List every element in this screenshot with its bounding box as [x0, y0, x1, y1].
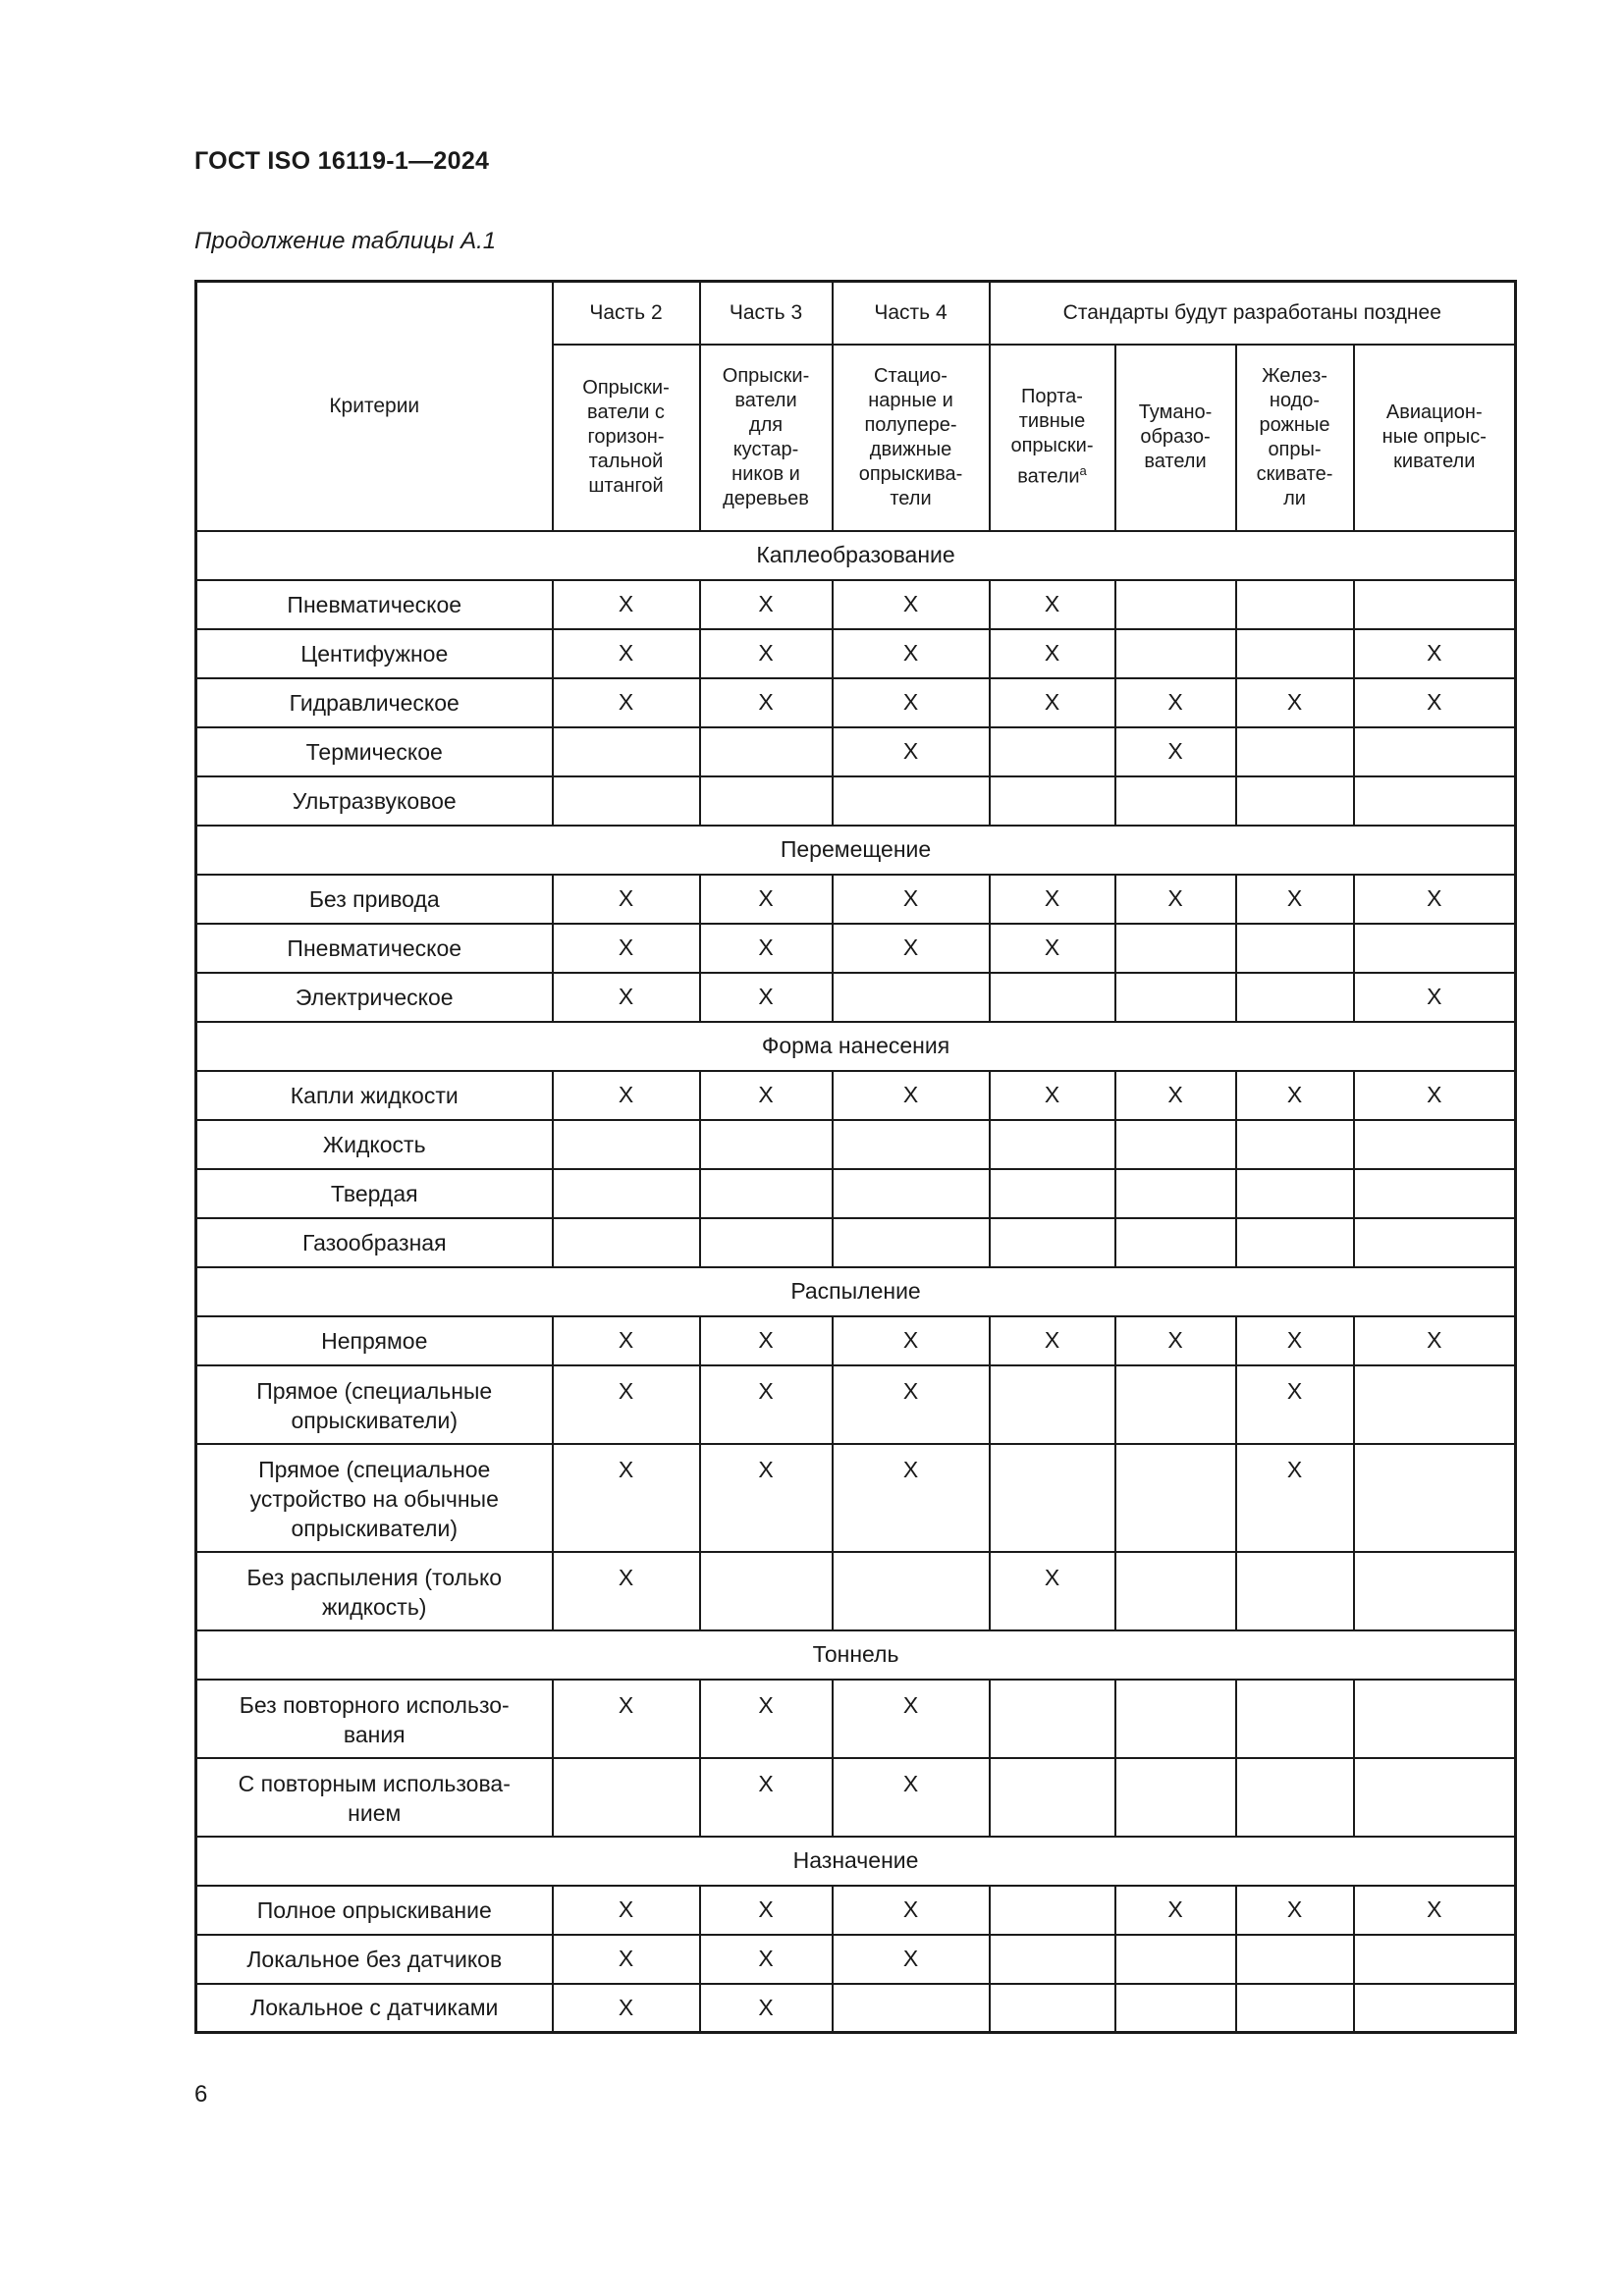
mark-cell: X — [1236, 1886, 1354, 1935]
mark-cell — [1236, 776, 1354, 826]
mark-cell — [700, 776, 833, 826]
mark-cell: X — [553, 924, 700, 973]
mark-cell — [1354, 1984, 1516, 2033]
mark-cell: X — [700, 1365, 833, 1444]
mark-cell — [553, 1169, 700, 1218]
criterion-cell: Локальное без датчиков — [196, 1935, 553, 1984]
criteria-header: Критерии — [196, 282, 553, 531]
mark-cell — [1115, 1758, 1236, 1837]
criterion-cell: С повторным использова- нием — [196, 1758, 553, 1837]
mark-cell — [990, 1365, 1115, 1444]
table-row — [196, 924, 1516, 973]
mark-cell: X — [553, 1886, 700, 1935]
criterion-cell: Твердая — [196, 1169, 553, 1218]
mark-cell — [990, 776, 1115, 826]
criterion-cell: Пневматическое — [196, 924, 553, 973]
mark-cell — [700, 1169, 833, 1218]
table-row — [196, 1169, 1516, 1218]
mark-cell: X — [700, 580, 833, 629]
mark-cell: X — [990, 629, 1115, 678]
table-row — [196, 1552, 1516, 1630]
mark-cell — [1115, 1552, 1236, 1630]
section-row — [196, 1022, 1516, 1071]
mark-cell: X — [990, 678, 1115, 727]
mark-cell — [1236, 973, 1354, 1022]
mark-cell — [990, 1218, 1115, 1267]
mark-cell — [990, 1984, 1115, 2033]
mark-cell — [1236, 727, 1354, 776]
criterion-cell: Термическое — [196, 727, 553, 776]
criterion-cell: Электрическое — [196, 973, 553, 1022]
mark-cell: X — [833, 580, 990, 629]
table-row — [196, 1886, 1516, 1935]
mark-cell: X — [1354, 875, 1516, 924]
mark-cell: X — [1115, 678, 1236, 727]
mark-cell: X — [833, 678, 990, 727]
mark-cell — [1236, 1169, 1354, 1218]
table-row — [196, 1984, 1516, 2033]
mark-cell — [990, 973, 1115, 1022]
table-caption: Продолжение таблицы А.1 — [194, 228, 497, 254]
mark-cell — [1236, 580, 1354, 629]
mark-cell: X — [1354, 1886, 1516, 1935]
mark-cell — [553, 727, 700, 776]
criterion-cell: Без повторного использо- вания — [196, 1680, 553, 1758]
mark-cell — [1236, 1984, 1354, 2033]
mark-cell: X — [990, 1552, 1115, 1630]
mark-cell: X — [700, 924, 833, 973]
mark-cell: X — [700, 1935, 833, 1984]
criterion-cell: Без распыления (только жидкость) — [196, 1552, 553, 1630]
mark-cell: X — [833, 727, 990, 776]
mark-cell: X — [553, 580, 700, 629]
mark-cell — [1115, 580, 1236, 629]
sub-header-0: Опрыски- ватели с горизон- тальной штангой — [553, 345, 700, 531]
mark-cell — [833, 1169, 990, 1218]
mark-cell: X — [700, 1758, 833, 1837]
criterion-cell: Газообразная — [196, 1218, 553, 1267]
mark-cell: X — [553, 1316, 700, 1365]
mark-cell: X — [700, 1984, 833, 2033]
table-row — [196, 1935, 1516, 1984]
mark-cell: X — [1236, 875, 1354, 924]
mark-cell: X — [990, 580, 1115, 629]
mark-cell — [1115, 924, 1236, 973]
mark-cell — [833, 973, 990, 1022]
mark-cell: X — [1236, 1071, 1354, 1120]
criterion-cell: Ультразвуковое — [196, 776, 553, 826]
criterion-cell: Капли жидкости — [196, 1071, 553, 1120]
mark-cell — [1354, 1169, 1516, 1218]
mark-cell — [1354, 580, 1516, 629]
table-row — [196, 875, 1516, 924]
mark-cell: X — [553, 875, 700, 924]
mark-cell — [1115, 629, 1236, 678]
mark-cell: X — [990, 1316, 1115, 1365]
mark-cell — [990, 1120, 1115, 1169]
mark-cell: X — [1354, 1316, 1516, 1365]
table-row — [196, 727, 1516, 776]
mark-cell: X — [700, 973, 833, 1022]
mark-cell: X — [833, 1071, 990, 1120]
mark-cell — [833, 776, 990, 826]
mark-cell — [833, 1984, 990, 2033]
sub-header-5: Желез- нодо- рожные опры- скивате- ли — [1236, 345, 1354, 531]
mark-cell — [1115, 1169, 1236, 1218]
section-title: Тоннель — [196, 1630, 1516, 1680]
mark-cell — [700, 1552, 833, 1630]
sub-header-2: Стацио- нарные и полупере- движные опрыскива- тели — [833, 345, 990, 531]
mark-cell: X — [1115, 727, 1236, 776]
criterion-cell: Гидравлическое — [196, 678, 553, 727]
mark-cell: X — [700, 678, 833, 727]
mark-cell — [990, 727, 1115, 776]
mark-cell: X — [833, 1886, 990, 1935]
mark-cell: X — [990, 924, 1115, 973]
mark-cell: X — [833, 629, 990, 678]
mark-cell — [1115, 1218, 1236, 1267]
mark-cell — [1354, 1444, 1516, 1552]
mark-cell — [1354, 1365, 1516, 1444]
mark-cell — [990, 1886, 1115, 1935]
mark-cell: X — [833, 1444, 990, 1552]
table-row — [196, 973, 1516, 1022]
criterion-cell: Прямое (специальное устройство на обычные опрыскиватели) — [196, 1444, 553, 1552]
mark-cell — [833, 1120, 990, 1169]
mark-cell: X — [700, 1316, 833, 1365]
mark-cell: X — [700, 1444, 833, 1552]
mark-cell: X — [833, 1758, 990, 1837]
table-row — [196, 1316, 1516, 1365]
mark-cell: X — [833, 1365, 990, 1444]
mark-cell — [1354, 1218, 1516, 1267]
criterion-cell: Непрямое — [196, 1316, 553, 1365]
table-row — [196, 1680, 1516, 1758]
mark-cell — [1354, 1680, 1516, 1758]
mark-cell: X — [553, 1935, 700, 1984]
mark-cell — [1354, 776, 1516, 826]
mark-cell: X — [1236, 1316, 1354, 1365]
table-row — [196, 678, 1516, 727]
mark-cell — [700, 727, 833, 776]
mark-cell: X — [700, 629, 833, 678]
mark-cell — [1115, 1365, 1236, 1444]
section-title: Назначение — [196, 1837, 1516, 1886]
mark-cell — [553, 1758, 700, 1837]
mark-cell: X — [553, 1365, 700, 1444]
mark-cell: X — [1236, 1444, 1354, 1552]
mark-cell: X — [1115, 1886, 1236, 1935]
table-row — [196, 580, 1516, 629]
criterion-cell: Локальное с датчиками — [196, 1984, 553, 2033]
section-title: Каплеобразование — [196, 531, 1516, 580]
mark-cell: X — [553, 1071, 700, 1120]
mark-cell: X — [833, 1935, 990, 1984]
footnote-marker: a — [1079, 463, 1087, 479]
mark-cell — [1236, 1120, 1354, 1169]
table-row — [196, 1365, 1516, 1444]
section-title: Распыление — [196, 1267, 1516, 1316]
mark-cell — [1236, 924, 1354, 973]
mark-cell: X — [553, 629, 700, 678]
section-row — [196, 531, 1516, 580]
mark-cell — [990, 1444, 1115, 1552]
mark-cell: X — [700, 1071, 833, 1120]
mark-cell — [1354, 1935, 1516, 1984]
mark-cell — [990, 1680, 1115, 1758]
section-row — [196, 1267, 1516, 1316]
mark-cell: X — [1354, 678, 1516, 727]
criterion-cell: Пневматическое — [196, 580, 553, 629]
criterion-cell: Жидкость — [196, 1120, 553, 1169]
mark-cell — [1115, 776, 1236, 826]
mark-cell: X — [1354, 973, 1516, 1022]
header-part-3: Часть 3 — [700, 282, 833, 345]
sub-header-1: Опрыски- ватели для кустар- ников и деревьев — [700, 345, 833, 531]
mark-cell: X — [553, 1552, 700, 1630]
section-row — [196, 1837, 1516, 1886]
section-title: Форма нанесения — [196, 1022, 1516, 1071]
mark-cell: X — [553, 678, 700, 727]
mark-cell: X — [833, 924, 990, 973]
header-part-2: Часть 2 — [553, 282, 700, 345]
mark-cell — [1236, 1935, 1354, 1984]
mark-cell: X — [1354, 1071, 1516, 1120]
mark-cell — [990, 1169, 1115, 1218]
mark-cell — [1236, 1758, 1354, 1837]
mark-cell — [1115, 1120, 1236, 1169]
mark-cell — [1115, 973, 1236, 1022]
mark-cell — [990, 1758, 1115, 1837]
mark-cell — [1354, 1120, 1516, 1169]
mark-cell — [1236, 1680, 1354, 1758]
mark-cell — [553, 776, 700, 826]
mark-cell — [700, 1218, 833, 1267]
section-title: Перемещение — [196, 826, 1516, 875]
mark-cell — [1354, 924, 1516, 973]
mark-cell — [1236, 1218, 1354, 1267]
sub-header-4: Тумано- образо- ватели — [1115, 345, 1236, 531]
mark-cell — [1115, 1444, 1236, 1552]
mark-cell — [833, 1218, 990, 1267]
table-row — [196, 1758, 1516, 1837]
mark-cell — [1354, 727, 1516, 776]
mark-cell — [1115, 1680, 1236, 1758]
mark-cell: X — [990, 1071, 1115, 1120]
mark-cell: X — [1115, 875, 1236, 924]
criterion-cell: Прямое (специальные опрыскиватели) — [196, 1365, 553, 1444]
sub-header-6: Авиацион- ные опрыс- киватели — [1354, 345, 1516, 531]
mark-cell: X — [1236, 678, 1354, 727]
mark-cell: X — [700, 875, 833, 924]
mark-cell — [1354, 1758, 1516, 1837]
mark-cell: X — [553, 1680, 700, 1758]
mark-cell: X — [700, 1886, 833, 1935]
mark-cell: X — [833, 875, 990, 924]
mark-cell: X — [1115, 1316, 1236, 1365]
section-row — [196, 1630, 1516, 1680]
criterion-cell: Полное опрыскивание — [196, 1886, 553, 1935]
table-row — [196, 1444, 1516, 1552]
mark-cell: X — [1354, 629, 1516, 678]
table-row — [196, 776, 1516, 826]
mark-cell: X — [833, 1680, 990, 1758]
sub-header-3: Порта- тивные опрыски- ватели$^a$ — [990, 345, 1115, 531]
table-row — [196, 1071, 1516, 1120]
mark-cell: X — [990, 875, 1115, 924]
header-future-standards: Стандарты будут разработаны позднее — [990, 282, 1516, 345]
mark-cell — [1115, 1935, 1236, 1984]
mark-cell — [833, 1552, 990, 1630]
document-header: ГОСТ ISO 16119-1—2024 — [194, 147, 490, 175]
criterion-cell: Без привода — [196, 875, 553, 924]
mark-cell: X — [1236, 1365, 1354, 1444]
mark-cell — [1236, 1552, 1354, 1630]
section-row — [196, 826, 1516, 875]
mark-cell: X — [553, 1444, 700, 1552]
mark-cell: X — [553, 1984, 700, 2033]
mark-cell — [1354, 1552, 1516, 1630]
criteria-table — [194, 280, 1517, 2034]
table-row — [196, 1120, 1516, 1169]
mark-cell: X — [833, 1316, 990, 1365]
mark-cell: X — [553, 973, 700, 1022]
table-row — [196, 1218, 1516, 1267]
mark-cell — [1236, 629, 1354, 678]
mark-cell: X — [700, 1680, 833, 1758]
mark-cell — [553, 1120, 700, 1169]
table-row — [196, 629, 1516, 678]
page-number: 6 — [194, 2081, 208, 2108]
criterion-cell: Центифужное — [196, 629, 553, 678]
header-part-4: Часть 4 — [833, 282, 990, 345]
mark-cell — [1115, 1984, 1236, 2033]
mark-cell — [700, 1120, 833, 1169]
mark-cell — [990, 1935, 1115, 1984]
mark-cell: X — [1115, 1071, 1236, 1120]
mark-cell — [553, 1218, 700, 1267]
